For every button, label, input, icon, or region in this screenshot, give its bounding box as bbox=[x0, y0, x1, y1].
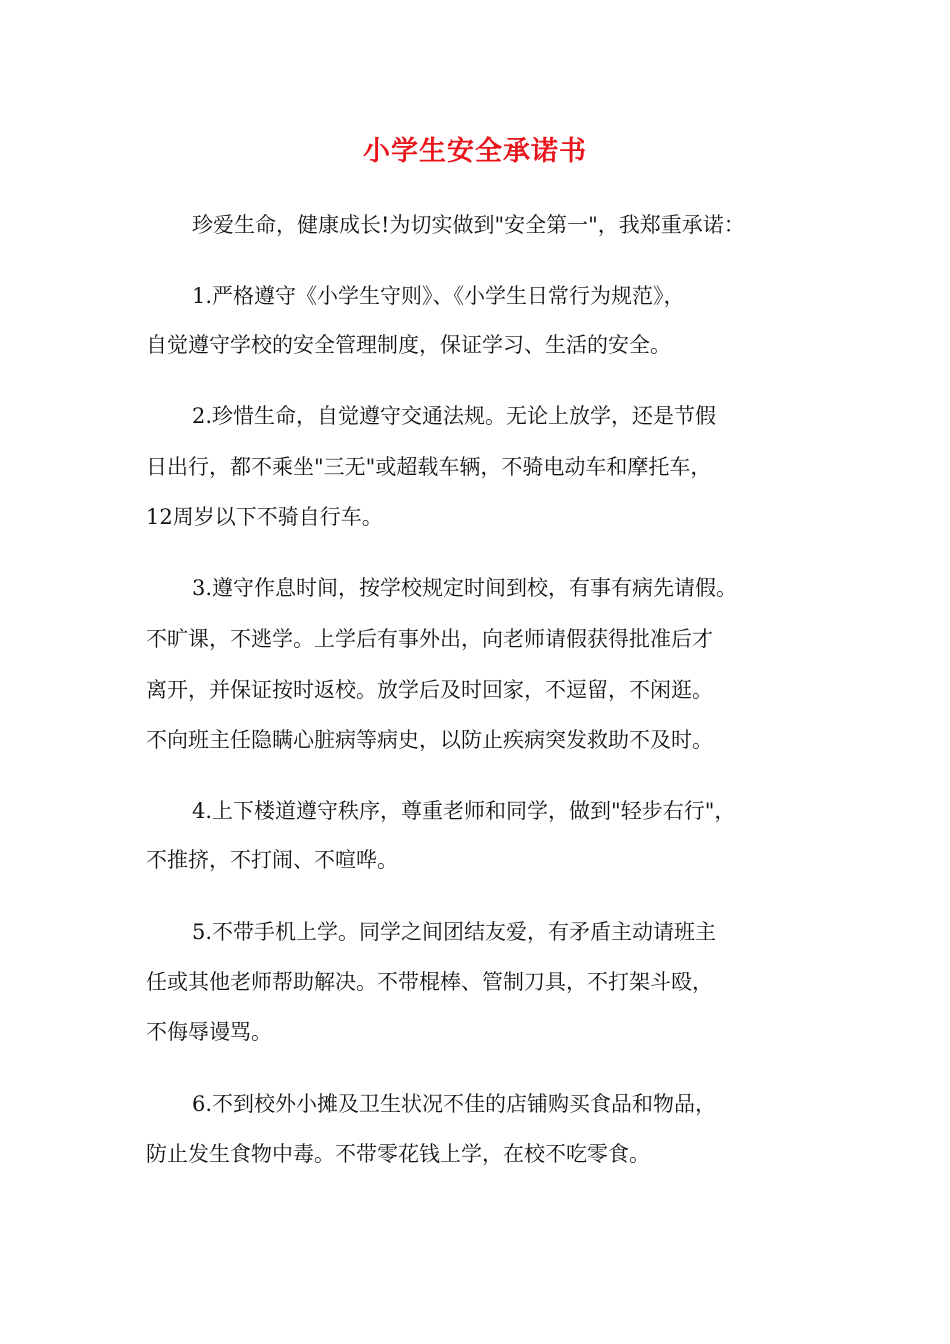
item-6-line-1: 6.不到校外小摊及卫生状况不佳的店铺购买食品和物品， bbox=[192, 1092, 717, 1116]
item-1-line-2: 自觉遵守学校的安全管理制度，保证学习、生活的安全。 bbox=[146, 333, 671, 357]
intro-paragraph: 珍爱生命，健康成长!为切实做到"安全第一"，我郑重承诺： bbox=[192, 213, 745, 237]
item-6-line-2: 防止发生食物中毒。不带零花钱上学，在校不吃零食。 bbox=[146, 1142, 650, 1166]
item-3-line-1: 3.遵守作息时间，按学校规定时间到校，有事有病先请假。 bbox=[192, 576, 738, 600]
item-2-line-2: 日出行，都不乘坐"三无"或超载车辆，不骑电动车和摩托车， bbox=[146, 455, 712, 479]
item-5-line-2: 任或其他老师帮助解决。不带棍棒、管制刀具，不打架斗殴， bbox=[146, 970, 713, 994]
item-1-line-1: 1.严格遵守《小学生守则》、《小学生日常行为规范》， bbox=[192, 284, 685, 308]
item-5-line-1: 5.不带手机上学。同学之间团结友爱，有矛盾主动请班主 bbox=[192, 920, 717, 944]
item-3-line-2: 不旷课，不逃学。上学后有事外出，向老师请假获得批准后才 bbox=[146, 627, 713, 651]
item-3-line-3: 离开，并保证按时返校。放学后及时回家，不逗留，不闲逛。 bbox=[146, 678, 713, 702]
item-3-line-4: 不向班主任隐瞒心脏病等病史，以防止疾病突发救助不及时。 bbox=[146, 728, 713, 752]
item-5-line-3: 不侮辱谩骂。 bbox=[146, 1020, 272, 1044]
item-4-line-1: 4.上下楼道遵守秩序，尊重老师和同学，做到"轻步右行"， bbox=[192, 799, 736, 823]
document-title: 小学生安全承诺书 bbox=[363, 136, 587, 167]
item-4-line-2: 不推挤，不打闹、不喧哗。 bbox=[146, 848, 398, 872]
item-2-line-3: 12周岁以下不骑自行车。 bbox=[146, 505, 383, 529]
item-2-line-1: 2.珍惜生命，自觉遵守交通法规。无论上放学，还是节假 bbox=[192, 404, 717, 428]
